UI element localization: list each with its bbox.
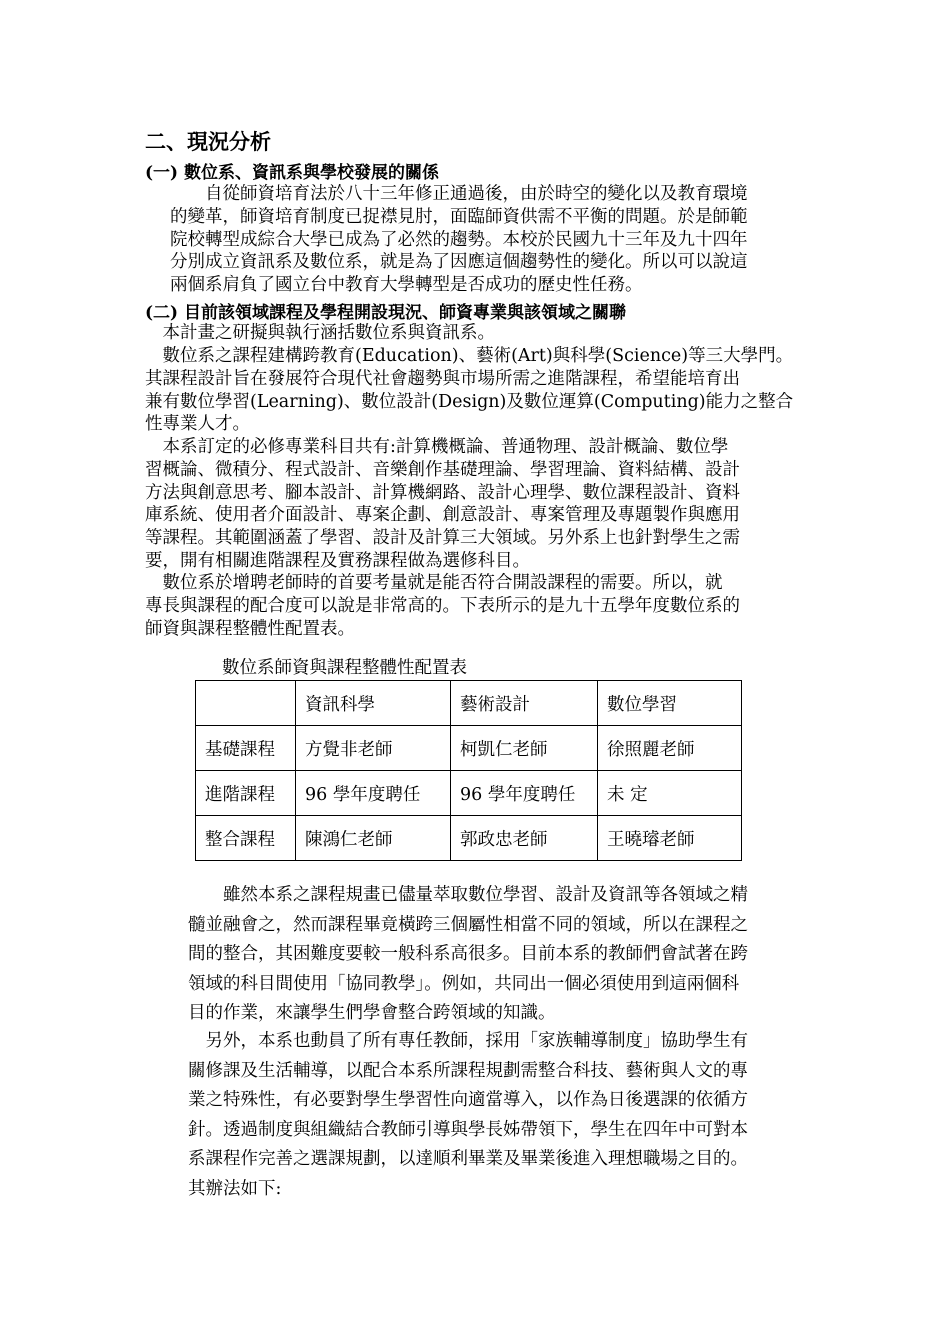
text-line: 兼有數位學習(Learning)、數位設計(Design)及數位運算(Computing)能力之整合 [145, 391, 794, 412]
table-header-cell: 藝術設計 [451, 681, 598, 726]
table-cell: 未 定 [598, 771, 742, 816]
text-line: 院校轉型成綜合大學已成為了必然的趨勢。本校於民國九十三年及九十四年 [170, 229, 748, 250]
table-cell: 96 學年度聘任 [296, 771, 451, 816]
text-line: 目的作業，來讓學生們學會整合跨領域的知識。 [188, 1003, 556, 1023]
table-row [196, 726, 742, 771]
table-header-cell: 數位學習 [598, 681, 742, 726]
table-cell: 郭政忠老師 [451, 816, 598, 861]
after-table-paragraph-1 [188, 881, 748, 1029]
text-line: 數位系於增聘老師時的首要考量就是能否符合開設課程的需要。所以，就 [145, 573, 723, 593]
table-cell: 徐照麗老師 [598, 726, 742, 771]
subsection-1-paragraph [170, 183, 748, 297]
table-cell: 柯凱仁老師 [451, 726, 598, 771]
table-row-label: 進階課程 [196, 771, 296, 816]
text-line: 的變革，師資培育制度已捉襟見肘，面臨師資供需不平衡的問題。於是師範 [170, 206, 748, 227]
table-header-row [196, 681, 742, 726]
subsection-2-paragraph-1 [145, 322, 495, 345]
text-line: 方法與創意思考、腳本設計、計算機網路、設計心理學、數位課程設計、資料 [145, 482, 740, 503]
subsection-2-paragraph-3 [145, 436, 740, 573]
table-header-cell [196, 681, 296, 726]
text-line: 兩個系肩負了國立台中教育大學轉型是否成功的歷史性任務。 [170, 275, 643, 296]
text-line: 間的整合，其困難度要較一般科系高很多。目前本系的教師們會試著在跨 [188, 944, 748, 964]
text-line: 數位系之課程建構跨教育(Education)、藝術(Art)與科學(Science)等三大學門。 [145, 346, 794, 366]
text-line: 其課程設計旨在發展符合現代社會趨勢與市場所需之進階課程，希望能培育出 [145, 368, 740, 389]
table-row [196, 771, 742, 816]
table-cell: 王曉璿老師 [598, 816, 742, 861]
text-line: 系課程作完善之選課規劃，以達順利畢業及畢業後進入理想職場之目的。 [188, 1149, 748, 1169]
table-header-cell: 資訊科學 [296, 681, 451, 726]
text-line: 性專業人才。 [145, 414, 250, 435]
subsection-1-title: (一) 數位系、資訊系與學校發展的關係 [145, 163, 440, 183]
table-caption: 數位系師資與課程整體性配置表 [222, 658, 467, 678]
text-line: 等課程。其範圍涵蓋了學習、設計及計算三大領域。另外系上也針對學生之需 [145, 528, 740, 549]
text-line: 雖然本系之課程規畫已儘量萃取數位學習、設計及資訊等各領域之精 [188, 885, 748, 905]
faculty-course-table [195, 680, 742, 861]
text-line: 業之特殊性，有必要對學生學習性向適當導入，以作為日後選課的依循方 [188, 1090, 748, 1110]
subsection-2-paragraph-4 [145, 572, 740, 640]
text-line: 髓並融會之，然而課程畢竟橫跨三個屬性相當不同的領域，所以在課程之 [188, 914, 748, 935]
table-cell: 陳鴻仁老師 [296, 816, 451, 861]
text-line: 領域的科目間使用「協同教學」。例如，共同出一個必須使用到這兩個科 [188, 973, 740, 994]
subsection-2-paragraph-2 [145, 345, 793, 436]
table-row-label: 整合課程 [196, 816, 296, 861]
text-line: 本系訂定的必修專業科目共有:計算機概論、普通物理、設計概論、數位學 [145, 437, 729, 457]
text-line: 師資與課程整體性配置表。 [145, 618, 355, 639]
after-table-paragraph-2 [188, 1027, 748, 1204]
subsection-2-title: (二) 目前該領域課程及學程開設現況、師資專業與該領域之關聯 [145, 303, 627, 323]
section-title: 二、現況分析 [145, 129, 271, 154]
table-row-label: 基礎課程 [196, 726, 296, 771]
table-cell: 方覺非老師 [296, 726, 451, 771]
text-line: 要，開有相關進階課程及實務課程做為選修科目。 [145, 550, 530, 571]
text-line: 習概論、微積分、程式設計、音樂創作基礎理論、學習理論、資料結構、設計 [145, 459, 740, 480]
text-line: 分別成立資訊系及數位系，就是為了因應這個趨勢性的變化。所以可以說這 [170, 252, 748, 273]
text-line: 針。透過制度與組織結合教師引導與學長姊帶領下，學生在四年中可對本 [188, 1119, 748, 1140]
table-cell: 96 學年度聘任 [451, 771, 598, 816]
text-line: 庫系統、使用者介面設計、專案企劃、創意設計、專案管理及專題製作與應用 [145, 505, 740, 526]
text-line: 專長與課程的配合度可以說是非常高的。下表所示的是九十五學年度數位系的 [145, 595, 740, 616]
text-line: 另外，本系也動員了所有專任教師，採用「家族輔導制度」協助學生有 [188, 1031, 748, 1051]
table-row [196, 816, 742, 861]
text-line: 其辦法如下: [188, 1178, 282, 1199]
text-line: 關修課及生活輔導，以配合本系所課程規劃需整合科技、藝術與人文的專 [188, 1060, 748, 1081]
text-line: 本計畫之研擬與執行涵括數位系與資訊系。 [145, 323, 495, 343]
text-line: 自從師資培育法於八十三年修正通過後，由於時空的變化以及教育環境 [170, 184, 748, 204]
